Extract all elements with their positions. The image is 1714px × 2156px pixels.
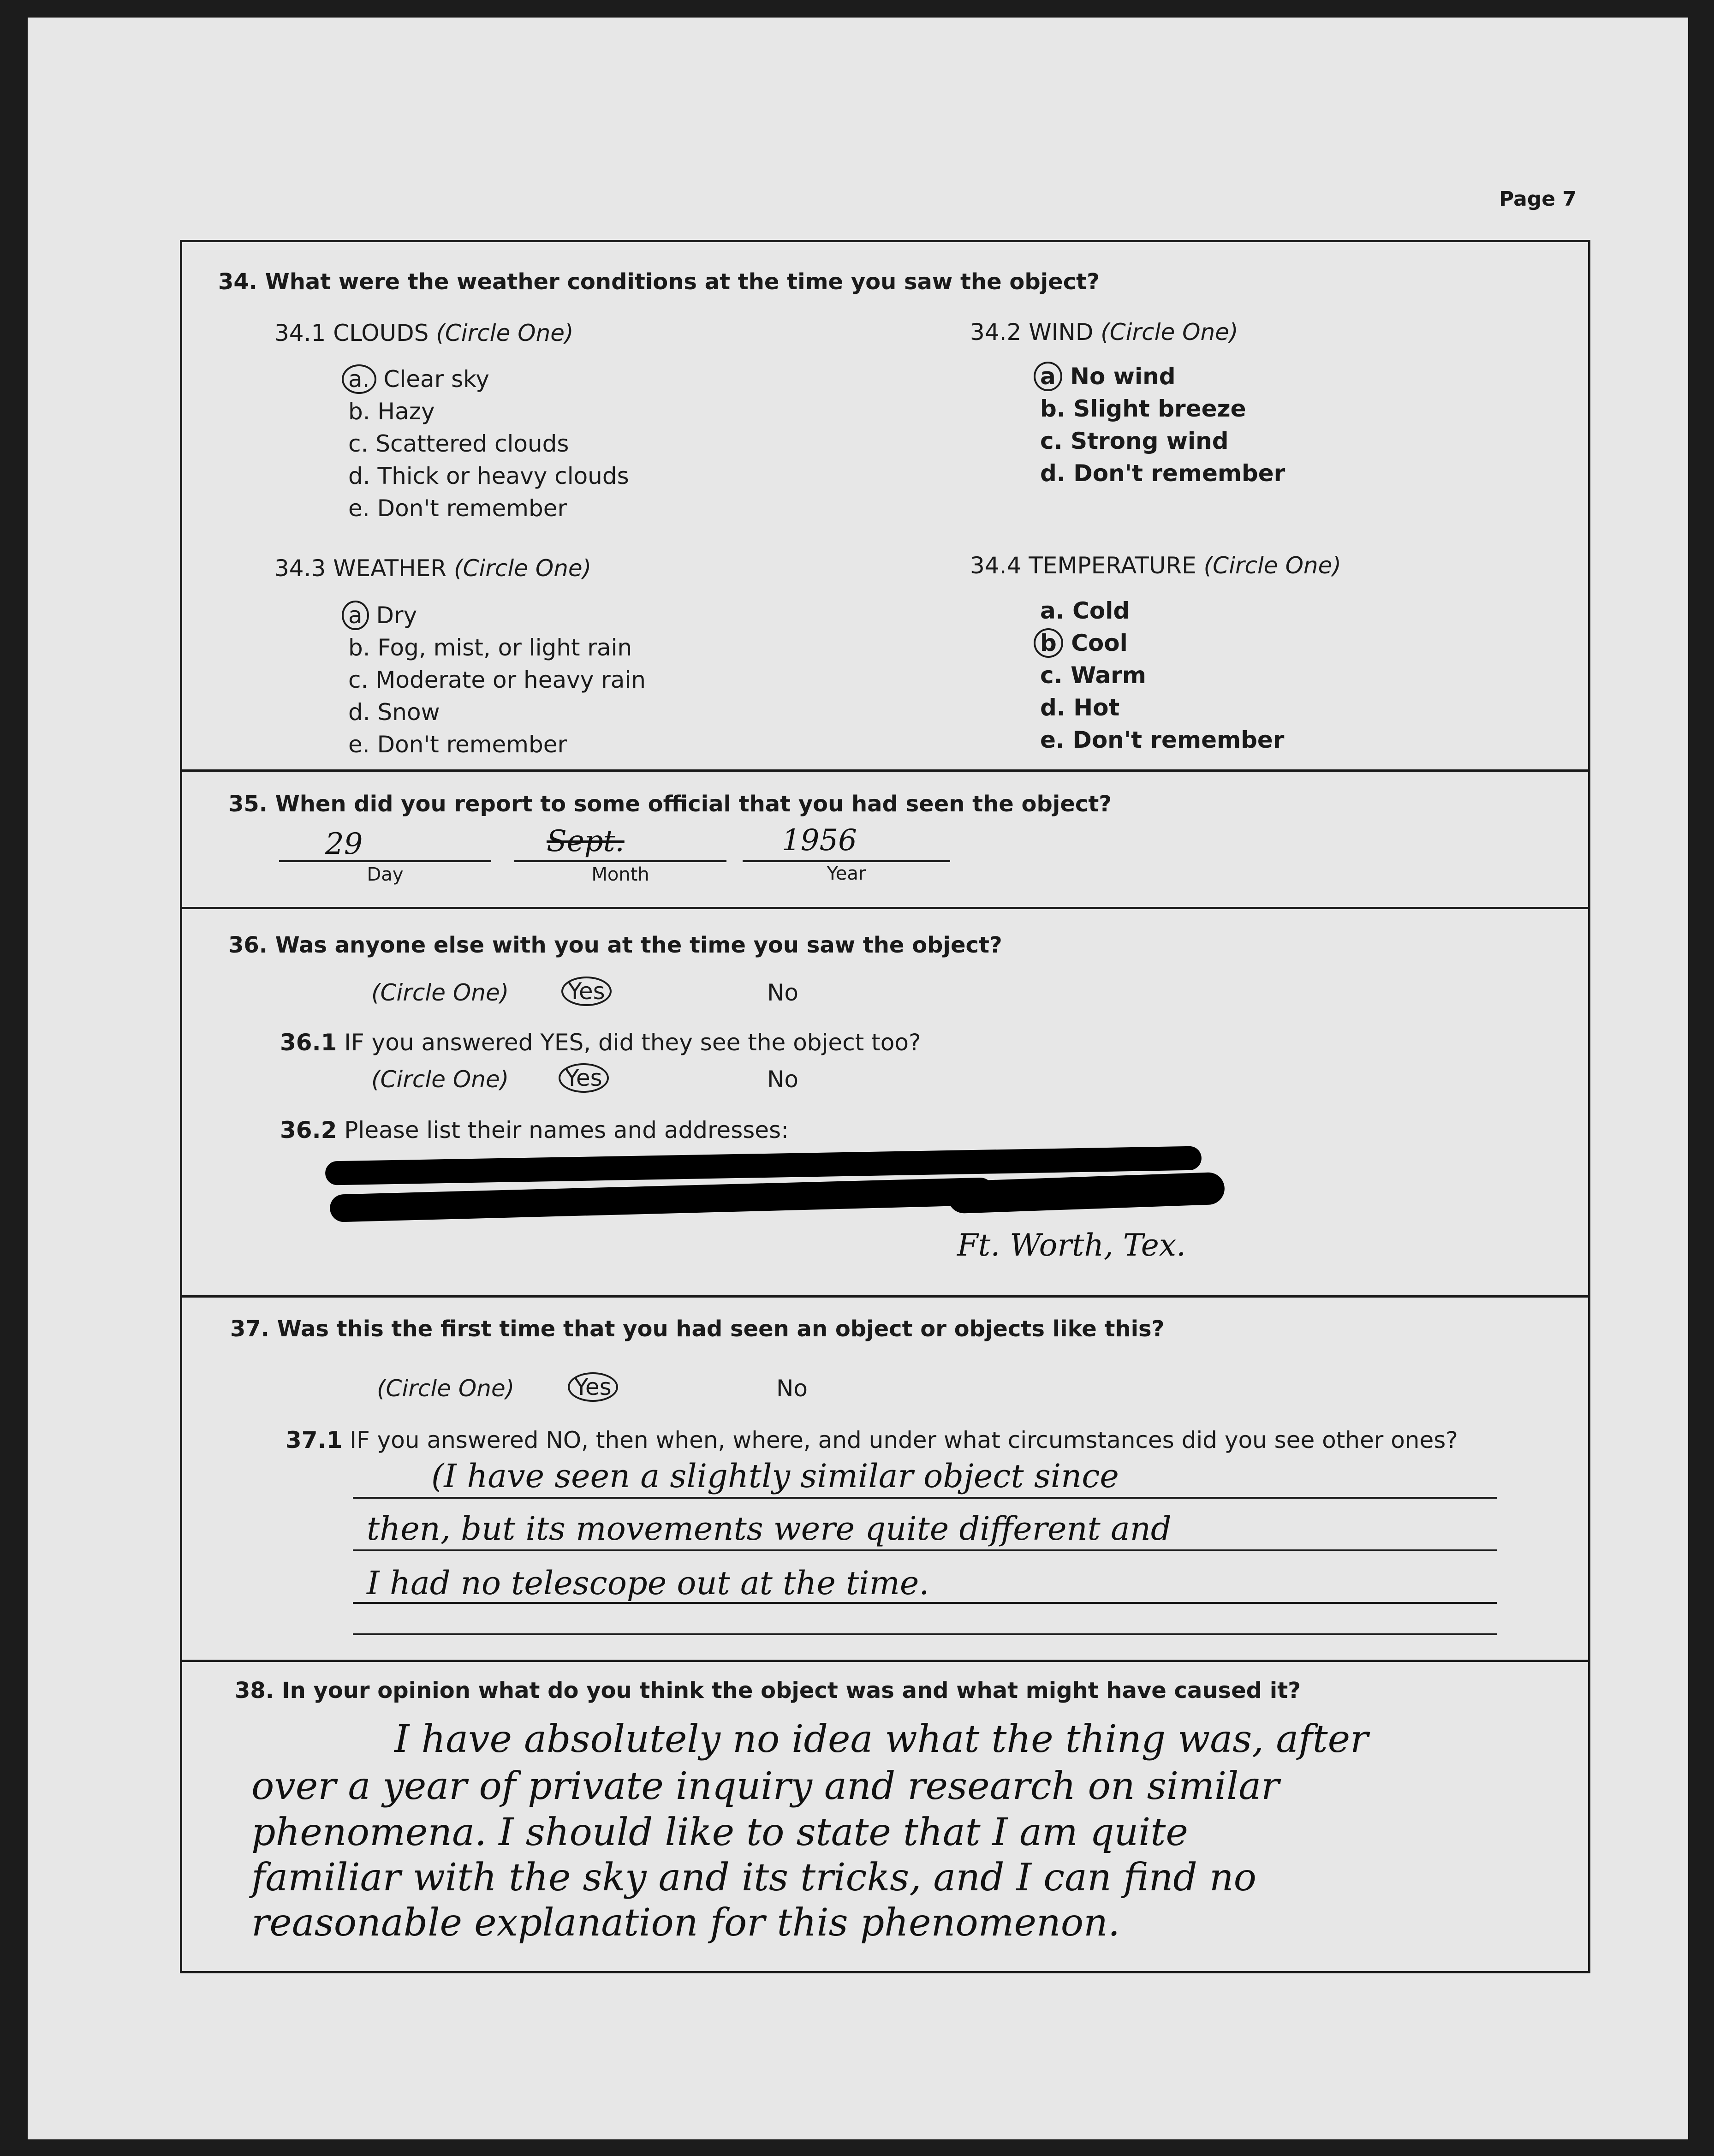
option-slight-breeze[interactable]: b. Slight breeze <box>1040 395 1246 422</box>
section-37 <box>182 1298 1588 1662</box>
option-dry[interactable]: a Dry <box>348 599 646 631</box>
q34-3-title: WEATHER <box>333 555 447 582</box>
option-hot[interactable]: d. Hot <box>1040 694 1120 721</box>
option-cool[interactable]: b Cool <box>1040 627 1284 659</box>
option-fog[interactable]: b. Fog, mist, or light rain <box>348 634 632 661</box>
q34-4-number: 34.4 <box>970 552 1022 579</box>
option-dont-remember[interactable]: e. Don't remember <box>1040 727 1285 753</box>
option-scattered-clouds[interactable]: c. Scattered clouds <box>348 430 569 457</box>
answer-line <box>353 1497 1497 1499</box>
q34-4-hint: (Circle One) <box>1203 552 1341 579</box>
q38-answer-line-1[interactable]: I have absolutely no idea what the thing was, after <box>394 1717 1369 1761</box>
option-dont-remember[interactable]: e. Don't remember <box>348 731 567 758</box>
option-dont-remember[interactable]: e. Don't remember <box>348 495 567 522</box>
option-clear-sky[interactable]: a. Clear sky <box>348 363 629 395</box>
q34-3-options <box>348 599 646 761</box>
q36-2-heading: 36.2 Please list their names and addresses: <box>280 1117 789 1144</box>
option-snow[interactable]: d. Snow <box>348 699 440 726</box>
q38-answer-line-3[interactable]: phenomena. I should like to state that I am quite <box>251 1811 1188 1854</box>
q34-2-number: 34.2 <box>970 319 1022 345</box>
q34-3-hint: (Circle One) <box>453 555 592 582</box>
q38-answer-line-2[interactable]: over a year of private inquiry and research on similar <box>251 1764 1280 1808</box>
form-page <box>28 18 1688 2139</box>
section-35 <box>182 772 1588 909</box>
option-hazy[interactable]: b. Hazy <box>348 398 435 425</box>
q37-circle-hint: (Circle One) <box>377 1375 515 1402</box>
q38-answer-line-5[interactable]: reasonable explanation for this phenomenon. <box>251 1901 1120 1945</box>
circled-letter: a. <box>342 364 376 394</box>
q38-question: 38. In your opinion what do you think the object was and what might have caused it? <box>235 1678 1301 1703</box>
q34-4-title: TEMPERATURE <box>1029 552 1196 579</box>
q36-1-heading: 36.1 IF you answered YES, did they see the object too? <box>280 1029 921 1056</box>
report-month-value[interactable]: Sept. <box>547 824 625 858</box>
year-label: Year <box>827 863 866 884</box>
circled-letter: b <box>1034 628 1063 658</box>
answer-line <box>353 1633 1497 1635</box>
redaction-bar <box>329 1177 994 1222</box>
address-handwriting: Ft. Worth, Tex. <box>957 1227 1186 1263</box>
q34-4-options <box>1040 595 1284 756</box>
q34-3-number: 34.3 <box>274 555 326 582</box>
option-no-wind[interactable]: a No wind <box>1040 360 1285 393</box>
q34-2-heading <box>970 319 1238 345</box>
year-line <box>743 860 950 862</box>
option-cold[interactable]: a. Cold <box>1040 597 1130 624</box>
q37-answer-line-2[interactable]: then, but its movements were quite different and <box>367 1510 1172 1548</box>
day-line <box>279 860 491 862</box>
q34-2-title: WIND <box>1029 319 1094 345</box>
q38-answer-line-4[interactable]: familiar with the sky and its tricks, and I can find no <box>251 1856 1257 1900</box>
q36-yes-option[interactable]: Yes <box>561 977 612 1006</box>
q36-question: 36. Was anyone else with you at the time you saw the object? <box>228 932 1002 958</box>
circled-letter: a <box>1034 362 1062 391</box>
q34-3-heading <box>274 555 591 582</box>
section-38 <box>182 1662 1588 1976</box>
q34-1-number: 34.1 <box>274 320 326 346</box>
q36-1-no-option[interactable]: No <box>767 1066 798 1093</box>
q36-1-yes-option[interactable]: Yes <box>559 1063 609 1093</box>
month-line <box>514 860 726 862</box>
option-dont-remember[interactable]: d. Don't remember <box>1040 460 1286 487</box>
q36-circle-hint: (Circle One) <box>371 979 509 1006</box>
q34-2-hint: (Circle One) <box>1101 319 1238 345</box>
q34-1-options <box>348 363 629 524</box>
q34-1-title: CLOUDS <box>333 320 429 346</box>
q37-yes-option[interactable]: Yes <box>568 1372 618 1402</box>
option-rain[interactable]: c. Moderate or heavy rain <box>348 667 646 693</box>
q37-answer-line-1[interactable]: (I have seen a slightly similar object since <box>431 1457 1119 1495</box>
circled-letter: a <box>342 601 369 630</box>
q37-question: 37. Was this the first time that you had seen an object or objects like this? <box>230 1316 1165 1342</box>
q37-1-heading: 37.1 IF you answered NO, then when, where, and under what circumstances did you see other ones? <box>286 1427 1458 1453</box>
page-number: Page 7 <box>1499 187 1577 211</box>
report-year-value[interactable]: 1956 <box>782 823 857 858</box>
q34-4-heading <box>970 552 1341 579</box>
option-strong-wind[interactable]: c. Strong wind <box>1040 428 1229 454</box>
section-36 <box>182 909 1588 1298</box>
day-label: Day <box>367 864 404 885</box>
redaction-bar <box>947 1172 1225 1214</box>
section-34 <box>182 242 1588 772</box>
q34-question: 34. What were the weather conditions at the time you saw the object? <box>218 269 1100 295</box>
q36-no-option[interactable]: No <box>767 979 798 1006</box>
q34-2-options <box>1040 360 1285 489</box>
month-label: Month <box>591 864 649 885</box>
answer-line <box>353 1602 1497 1604</box>
option-thick-clouds[interactable]: d. Thick or heavy clouds <box>348 463 629 489</box>
q34-1-hint: (Circle One) <box>436 320 574 346</box>
q36-1-circle-hint: (Circle One) <box>371 1066 509 1093</box>
option-warm[interactable]: c. Warm <box>1040 662 1146 689</box>
q37-no-option[interactable]: No <box>776 1375 808 1402</box>
q34-1-heading <box>274 320 574 346</box>
answer-line <box>353 1549 1497 1551</box>
q35-question: 35. When did you report to some official that you had seen the object? <box>228 791 1112 817</box>
questionnaire-form <box>180 240 1590 1973</box>
report-day-value[interactable]: 29 <box>325 827 363 861</box>
q37-answer-line-3[interactable]: I had no telescope out at the time. <box>367 1564 929 1602</box>
